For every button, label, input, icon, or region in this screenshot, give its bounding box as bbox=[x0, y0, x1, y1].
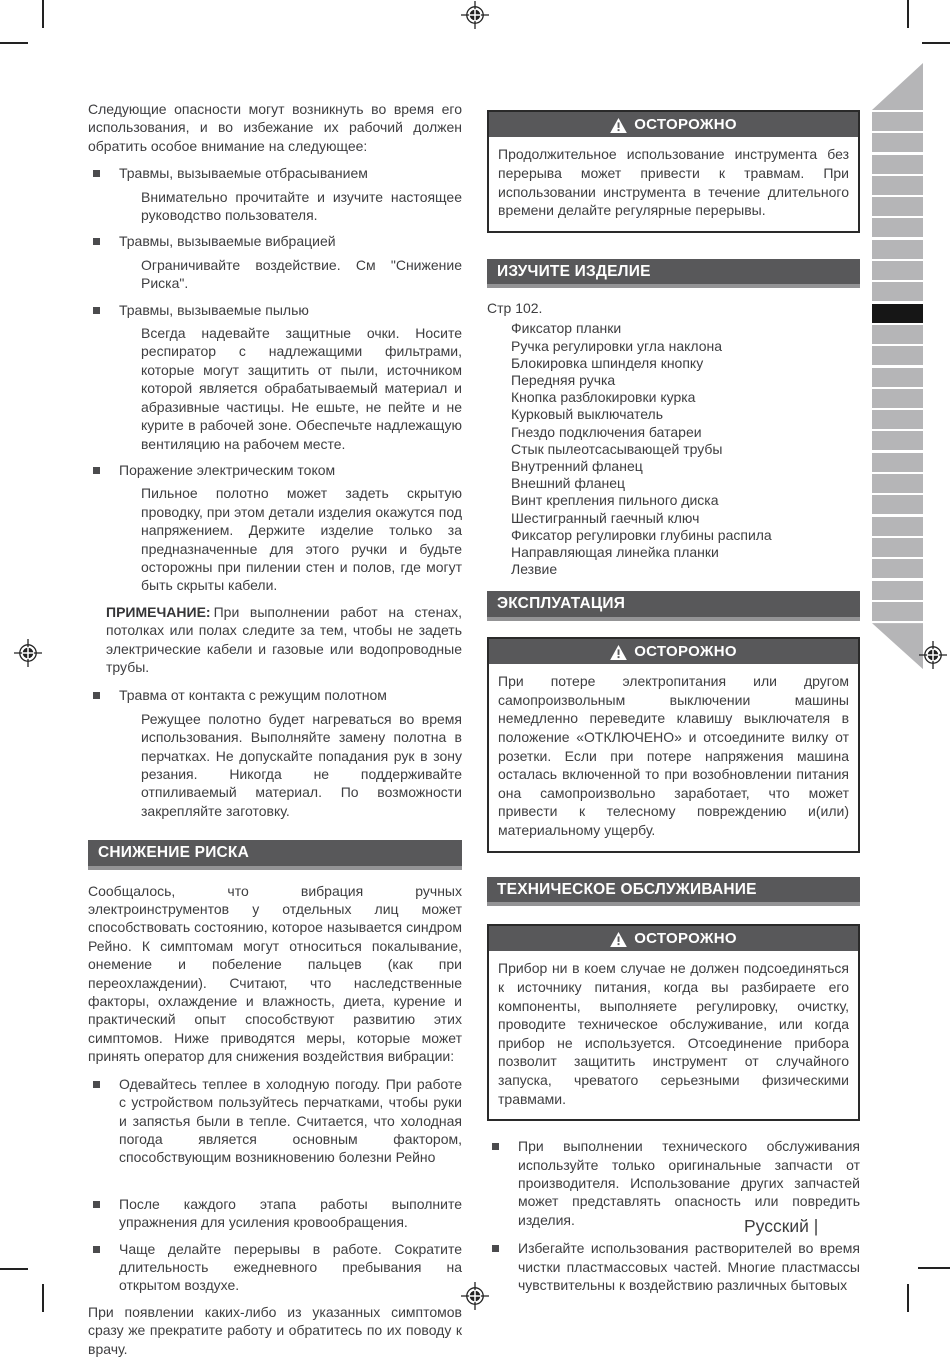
part-item: Шестигранный гаечный ключ bbox=[511, 509, 700, 526]
note-text: При выполнении работ на стенах, потолках или полах следите за тем, чтобы не задеть электрические кабели и газовые или водопроводные трубы. bbox=[106, 603, 462, 675]
part-item: Стык пылеотсасывающей трубы bbox=[511, 440, 723, 457]
part-item: Передняя ручка bbox=[511, 372, 616, 388]
risk-bullet-text: Чаще делайте перерывы в работе. Сократите длительность ежедневного пребывания на открытом воздухе. bbox=[119, 1240, 462, 1294]
language-tab bbox=[872, 346, 923, 365]
warning-body: Прибор ни в коем случае не должен подсоединяться к источнику питания, когда вы разбираете его компоненты, выполняете регулировку, очистку, проводите техническое обслуживание, или когда прибор не используется. Отсоединение прибора позволит защитить инструмент от случайного запуска, чреватого серьезными физическими травмами. bbox=[498, 960, 849, 1107]
crop-mark-top-right-horizontal bbox=[922, 42, 950, 44]
section-header-risk-reduction: СНИЖЕНИЕ РИСКА bbox=[88, 840, 462, 869]
warning-triangle-icon bbox=[610, 118, 627, 133]
language-tab bbox=[872, 368, 923, 387]
hazard-title: Травмы, вызываемые пылью bbox=[119, 301, 309, 318]
risk-bullet-text: После каждого этапа работы выполните упражнения для усиления кровообращения. bbox=[119, 1195, 462, 1231]
footer-language-label: Русский | bbox=[744, 1216, 819, 1236]
tab-strip-top-taper bbox=[872, 63, 923, 110]
language-tab bbox=[872, 240, 923, 259]
risk-bullet-item bbox=[88, 1195, 462, 1232]
part-item: Внутренний фланец bbox=[511, 458, 643, 475]
language-tab bbox=[872, 155, 923, 174]
language-tab bbox=[872, 538, 923, 557]
parts-list bbox=[487, 300, 860, 578]
language-tab bbox=[872, 559, 923, 578]
hazard-body: Всегда надевайте защитные очки. Носите респиратор с надлежащими фильтрами, которые могут защитить от пыли, источником которой является обрабатываемый материал и абразивные частицы. Не ешьте, не пейте и не курите в рабочей зоне. Обеспечьте надлежащую вентиляцию на рабочем месте. bbox=[141, 325, 462, 452]
warning-label: ОСТОРОЖНО bbox=[634, 642, 737, 660]
registration-mark-top-center bbox=[460, 0, 490, 30]
part-item: Курковый выключатель bbox=[511, 406, 664, 423]
risk-bullet-item bbox=[88, 1240, 462, 1295]
part-item: Фиксатор регулировки глубины распила bbox=[511, 526, 772, 543]
risk-outro-paragraph: При появлении каких-либо из указанных симптомов сразу же прекратите работу и обратитесь по их поводу к врачу. bbox=[88, 1303, 462, 1357]
part-item: Ручка регулировки угла наклона bbox=[511, 337, 723, 354]
crop-mark-top-right-vertical bbox=[907, 0, 909, 28]
hazard-item bbox=[88, 686, 462, 820]
bullet-square-icon bbox=[93, 307, 100, 314]
bullet-square-icon bbox=[492, 1143, 499, 1150]
language-tab bbox=[872, 282, 923, 301]
crop-mark-top-left-vertical bbox=[42, 0, 44, 28]
warning-header bbox=[489, 112, 858, 137]
crop-mark-bottom-right-vertical bbox=[907, 1284, 909, 1312]
language-tab-strip-stripes bbox=[872, 112, 923, 621]
bullet-square-icon bbox=[93, 1081, 100, 1088]
language-tab bbox=[872, 453, 923, 472]
bullet-square-icon bbox=[93, 1246, 100, 1253]
language-tab bbox=[872, 133, 923, 152]
warning-label: ОСТОРОЖНО bbox=[634, 930, 737, 947]
hazard-body: Пильное полотно может задеть скрытую проводку, при этом детали изделия окажутся под напряжением. Держите изделие только за предназначенные для этого ручки и будьте осторожны при пилении стен и полов, где могут быть скрыты кабели. bbox=[141, 485, 462, 594]
warning-box-continuous-use bbox=[487, 110, 860, 233]
warning-header bbox=[489, 639, 858, 664]
hazard-item bbox=[88, 301, 462, 453]
language-tab bbox=[872, 197, 923, 216]
hazard-item bbox=[88, 232, 462, 292]
warning-header bbox=[489, 926, 858, 951]
language-tab bbox=[872, 218, 923, 237]
language-tab bbox=[872, 410, 923, 429]
risk-bullet-text: Одевайтесь теплее в холодную погоду. При работе с устройством пользуйтесь перчатками, чтобы руки и запястья были в тепле. Считается, что холодная погода является основным фактором, способствующим возникновению болезни Рейно bbox=[119, 1075, 462, 1166]
language-tab-strip bbox=[872, 63, 923, 669]
right-column bbox=[487, 110, 860, 1302]
bullet-square-icon bbox=[93, 467, 100, 474]
hazard-title: Поражение электрическим током bbox=[119, 461, 336, 478]
maintenance-bullet-text: Избегайте использования растворителей во время чистки пластмассовых частей. Многие пластмассы чувствительны к воздействию различных бытовых bbox=[518, 1240, 860, 1293]
hazard-item bbox=[88, 461, 462, 595]
hazard-item bbox=[88, 164, 462, 224]
intro-paragraph: Следующие опасности могут возникнуть во время его использования, и во избежание их рабочий должен обратить особое внимание на следующее: bbox=[88, 101, 462, 154]
warning-triangle-icon bbox=[610, 932, 627, 947]
registration-mark-bottom-center bbox=[460, 1281, 490, 1311]
language-tab bbox=[872, 325, 923, 344]
registration-mark-right-middle bbox=[918, 640, 948, 670]
maintenance-bullet-text: При выполнении технического обслуживания используйте только оригинальные запчасти от производителя. Использование других запчастей может представлять опасность или повредить изделия. bbox=[518, 1138, 860, 1228]
hazard-body: Внимательно прочитайте и изучите настоящее руководство пользователя. bbox=[141, 188, 462, 224]
page-reference: Стр 102. bbox=[487, 300, 543, 317]
warning-box-power-loss bbox=[487, 637, 860, 853]
warning-label: ОСТОРОЖНО bbox=[634, 116, 737, 133]
language-tab bbox=[872, 431, 923, 450]
language-tab bbox=[872, 495, 923, 514]
note-label: ПРИМЕЧАНИЕ: bbox=[106, 603, 211, 620]
warning-body: При потере электропитания или другом самопроизвольным выключении машины немедленно переведите клавишу выключателя в положение «ОТКЛЮЧЕНО» и отсоедините вилку от розетки. Если при потере напряжения машина осталась включенной то при возобновлении питания она самопроизвольно заработает, что может привести к телесному повреждению и(или) материальному ущербу. bbox=[498, 673, 849, 838]
language-tab bbox=[872, 581, 923, 600]
part-item: Лезвие bbox=[511, 561, 558, 578]
note-paragraph bbox=[106, 603, 462, 677]
part-item: Винт крепления пильного диска bbox=[511, 492, 719, 509]
language-tab bbox=[872, 389, 923, 408]
part-item: Гнездо подключения батареи bbox=[511, 423, 702, 440]
hazard-title: Травмы, вызываемые отбрасыванием bbox=[119, 165, 368, 182]
crop-mark-bottom-right-horizontal bbox=[918, 1267, 950, 1269]
language-tab-active bbox=[872, 304, 923, 323]
registration-mark-left-middle bbox=[13, 638, 43, 668]
part-item: Кнопка разблокировки курка bbox=[511, 389, 696, 406]
tab-strip-bottom-taper bbox=[872, 623, 923, 669]
part-item: Блокировка шпинделя кнопку bbox=[511, 354, 704, 371]
warning-box-disconnect bbox=[487, 924, 860, 1121]
left-column bbox=[88, 100, 462, 1358]
part-item: Внешний фланец bbox=[511, 475, 626, 492]
crop-mark-bottom-left-horizontal bbox=[0, 1268, 28, 1270]
part-item: Фиксатор планки bbox=[511, 320, 622, 337]
language-tab bbox=[872, 176, 923, 195]
bullet-square-icon bbox=[93, 238, 100, 245]
maintenance-bullet-item bbox=[487, 1239, 860, 1294]
risk-bullet-item bbox=[88, 1075, 462, 1167]
hazard-body: Режущее полотно будет нагреваться во время использования. Выполняйте замену полотна в перчатках. Не допускайте попадания рук в зону резания. Никогда не поддерживайте отпиливаемый материал. По возможности закрепляйте заготовку. bbox=[141, 710, 462, 819]
language-tab bbox=[872, 602, 923, 621]
crop-mark-bottom-left-vertical bbox=[42, 1284, 44, 1312]
bullet-square-icon bbox=[93, 1201, 100, 1208]
language-tab bbox=[872, 474, 923, 493]
crop-mark-top-left-horizontal bbox=[0, 42, 28, 44]
warning-triangle-icon bbox=[610, 645, 627, 660]
section-header-operation: ЭКСПЛУАТАЦИЯ bbox=[487, 591, 860, 620]
section-header-know-your-product: ИЗУЧИТЕ ИЗДЕЛИЕ bbox=[487, 259, 860, 288]
language-tab bbox=[872, 517, 923, 536]
bullet-square-icon bbox=[492, 1245, 499, 1252]
warning-body: Продолжительное использование инструмента без перерыва может привести к травмам. При использовании инструмента в течение длительного времени делайте регулярные перерывы. bbox=[498, 146, 849, 219]
hazard-title: Травмы, вызываемые вибрацией bbox=[119, 233, 336, 250]
section-header-maintenance: ТЕХНИЧЕСКОЕ ОБСЛУЖИВАНИЕ bbox=[487, 877, 860, 906]
bullet-square-icon bbox=[93, 692, 100, 699]
bullet-square-icon bbox=[93, 170, 100, 177]
hazard-body: Ограничивайте воздействие. См "Снижение Риска". bbox=[141, 256, 462, 292]
language-tab bbox=[872, 261, 923, 280]
part-item: Направляющая линейка планки bbox=[511, 544, 719, 561]
hazard-title: Травма от контакта с режущим полотном bbox=[119, 687, 387, 704]
language-tab bbox=[872, 112, 923, 131]
risk-intro-paragraph: Сообщалось, что вибрация ручных электроинструментов у отдельных лиц может способствовать состоянию, которое называется синдром Рейно. К симптомам могут относиться покалывание, онемение и побеление пальцев (как при переохлаждении). Считают, что наследственные факторы, охлаждение и влажность, диета, курение и практический опыт способствуют развитию этих симптомов. Ниже приводятся меры, которые может принять оператор для снижения воздействия вибрации: bbox=[88, 882, 462, 1065]
